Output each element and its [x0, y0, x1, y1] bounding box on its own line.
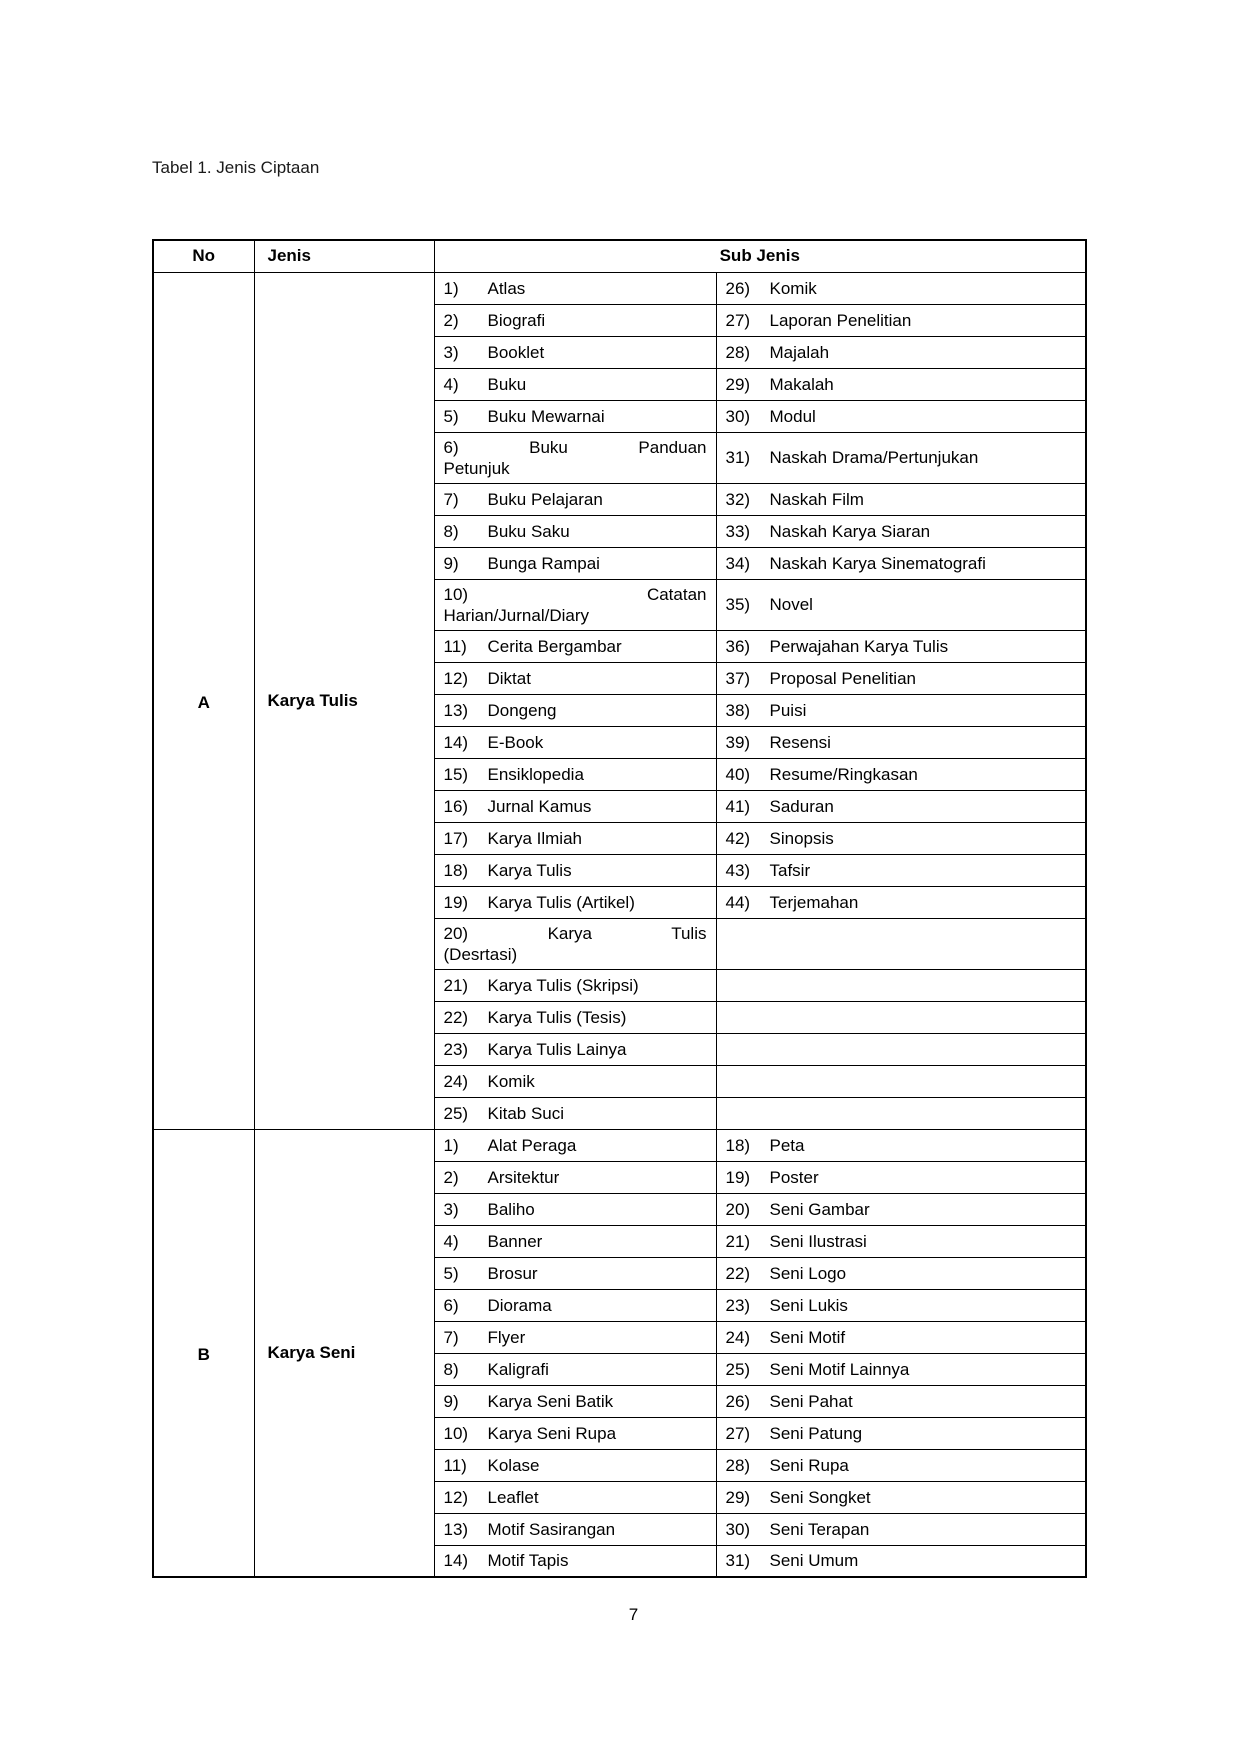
sub-jenis-cell-right: [716, 1321, 1086, 1353]
sub-item-label: Puisi: [769, 700, 807, 720]
sub-item-label: Booklet: [487, 342, 545, 362]
sub-item-number: 30): [725, 406, 751, 426]
sub-item-number: 26): [725, 278, 751, 298]
sub-jenis-cell-right: [716, 886, 1086, 918]
sub-item-label: Kolase: [487, 1455, 540, 1475]
sub-item-label: Karya Tulis (Skripsi): [487, 975, 639, 995]
sub-jenis-cell-right: [716, 1193, 1086, 1225]
sub-jenis-cell-left: [434, 969, 716, 1001]
sub-jenis-cell-right: [716, 726, 1086, 758]
sub-item-number: 35): [725, 595, 751, 614]
sub-item-number: 3): [443, 342, 459, 362]
sub-item-label: Seni Terapan: [769, 1519, 870, 1539]
sub-jenis-cell-right: [716, 1001, 1086, 1033]
sub-item-label: Tafsir: [769, 860, 811, 880]
sub-item-number: 27): [725, 1423, 751, 1443]
sub-item-label: Seni Motif Lainnya: [769, 1359, 910, 1379]
sub-jenis-cell-right: [716, 758, 1086, 790]
sub-item-number: 21): [725, 1231, 751, 1251]
sub-item-label: Seni Gambar: [769, 1199, 870, 1219]
sub-item-label: Ensiklopedia: [487, 764, 584, 784]
sub-item-label: Buku Mewarnai: [487, 406, 605, 426]
sub-item-number: 36): [725, 636, 751, 656]
sub-item-label: Karya Ilmiah: [487, 828, 582, 848]
sub-item-number: 16): [443, 796, 469, 816]
header-sub-jenis: Sub Jenis: [434, 240, 1086, 272]
sub-item-number: 8): [443, 1359, 459, 1379]
sub-item-number: 14): [443, 1551, 469, 1571]
sub-item-number: 28): [725, 342, 751, 362]
sub-item-label: Bunga Rampai: [487, 553, 600, 573]
sub-item-label: Baliho: [487, 1199, 535, 1219]
sub-item: 10) Catatan: [443, 584, 707, 604]
sub-item-label: Makalah: [769, 374, 834, 394]
sub-item-number: 29): [725, 1487, 751, 1507]
sub-item-number: 19): [443, 892, 469, 912]
sub-jenis-cell-right: [716, 854, 1086, 886]
sub-jenis-cell-right: [716, 1065, 1086, 1097]
sub-jenis-cell-left: [434, 790, 716, 822]
sub-jenis-cell-left: [434, 854, 716, 886]
sub-jenis-cell-right: [716, 1417, 1086, 1449]
sub-item-label: Kaligrafi: [487, 1359, 549, 1379]
sub-item-number: 13): [443, 1519, 469, 1539]
sub-item-label: Seni Patung: [769, 1423, 863, 1443]
sub-jenis-cell-right: [716, 336, 1086, 368]
sub-item-number: 44): [725, 892, 751, 912]
sub-jenis-cell-left: [434, 1065, 716, 1097]
sub-item-number: 43): [725, 860, 751, 880]
sub-item-label: Flyer: [487, 1327, 526, 1347]
sub-item-label: Saduran: [769, 796, 834, 816]
sub-item-number: 5): [443, 406, 459, 426]
sub-item-number: 15): [443, 764, 469, 784]
jenis-ciptaan-table: [152, 239, 1087, 1578]
sub-item-label: Modul: [769, 406, 816, 426]
sub-item-number: 39): [725, 732, 751, 752]
header-row: [153, 240, 1086, 272]
sub-jenis-cell-left: [434, 886, 716, 918]
sub-jenis-cell-left: [434, 1481, 716, 1513]
sub-item-label: Motif Tapis: [487, 1551, 569, 1571]
sub-item-label: Perwajahan Karya Tulis: [769, 636, 949, 656]
sub-jenis-cell-left: [434, 822, 716, 854]
sub-item-continuation: Petunjuk: [443, 458, 510, 478]
sub-item-label: Leaflet: [487, 1487, 539, 1507]
sub-item-label: Diorama: [487, 1295, 552, 1315]
sub-jenis-cell-left: [434, 630, 716, 662]
sub-jenis-cell-right: [716, 1289, 1086, 1321]
sub-item-number: 33): [725, 521, 751, 541]
sub-item: 20) Karya Tulis: [443, 923, 707, 943]
page-number: 7: [628, 1605, 639, 1624]
sub-item-label: Karya Seni Batik: [487, 1391, 614, 1411]
sub-item-continuation: (Desrtasi): [443, 944, 518, 964]
table-header: [153, 240, 1086, 272]
sub-item-label: Karya Tulis: [487, 860, 572, 880]
sub-jenis-cell-right: [716, 579, 1086, 630]
sub-item-label: Jurnal Kamus: [487, 796, 592, 816]
sub-item-label: Laporan Penelitian: [769, 310, 912, 330]
sub-jenis-cell-right: [716, 400, 1086, 432]
sub-item-number: 18): [443, 860, 469, 880]
sub-item-number: 21): [443, 975, 469, 995]
header-no: No: [153, 240, 254, 272]
sub-item-number: 7): [443, 489, 459, 509]
sub-item-label: Komik: [487, 1071, 535, 1091]
sub-item-number: 25): [725, 1359, 751, 1379]
sub-item-label: Novel: [769, 595, 813, 614]
sub-item-label: Motif Sasirangan: [487, 1519, 616, 1539]
sub-jenis-cell-left: [434, 1097, 716, 1129]
sub-item-number: 18): [725, 1135, 751, 1155]
sub-jenis-cell-right: [716, 662, 1086, 694]
sub-item-number: 22): [443, 1007, 469, 1027]
sub-item-number: 1): [443, 278, 459, 298]
sub-jenis-cell-left: [434, 432, 716, 483]
sub-jenis-cell-left: [434, 1545, 716, 1577]
sub-item-label: Banner: [487, 1231, 543, 1251]
sub-item-number: 24): [725, 1327, 751, 1347]
sub-item-number: 37): [725, 668, 751, 688]
sub-jenis-cell-left: [434, 662, 716, 694]
sub-jenis-cell-left: [434, 515, 716, 547]
sub-item-number: 31): [725, 448, 751, 467]
sub-jenis-cell-left: [434, 1033, 716, 1065]
sub-jenis-cell-left: [434, 1385, 716, 1417]
sub-jenis-cell-right: [716, 304, 1086, 336]
sub-item-label: Kitab Suci: [487, 1103, 565, 1123]
sub-item-number: 8): [443, 521, 459, 541]
section-no: B: [153, 1129, 254, 1577]
sub-item-number: 31): [725, 1551, 751, 1571]
sub-jenis-cell-right: [716, 432, 1086, 483]
sub-jenis-cell-left: [434, 694, 716, 726]
sub-item-number: 23): [725, 1295, 751, 1315]
sub-jenis-cell-left: [434, 304, 716, 336]
sub-item-label: Alat Peraga: [487, 1135, 577, 1155]
sub-item-label: Peta: [769, 1135, 805, 1155]
sub-item-number: 12): [443, 668, 469, 688]
sub-jenis-cell-right: [716, 1353, 1086, 1385]
sub-jenis-cell-left: [434, 1129, 716, 1161]
sub-item-label: Seni Lukis: [769, 1295, 848, 1315]
sub-item-number: 7): [443, 1327, 459, 1347]
sub-item-number: 4): [443, 1231, 459, 1251]
sub-item-continuation: Harian/Jurnal/Diary: [443, 605, 589, 625]
sub-jenis-cell-right: [716, 694, 1086, 726]
sub-jenis-cell-right: [716, 368, 1086, 400]
sub-jenis-cell-left: [434, 1225, 716, 1257]
sub-jenis-cell-left: [434, 1513, 716, 1545]
table-body: [153, 272, 1086, 1577]
sub-item-number: 14): [443, 732, 469, 752]
sub-jenis-cell-right: [716, 1257, 1086, 1289]
sub-item-number: 3): [443, 1199, 459, 1219]
sub-item-label: Biografi: [487, 310, 546, 330]
sub-item-label: Seni Pahat: [769, 1391, 853, 1411]
sub-jenis-cell-left: [434, 1353, 716, 1385]
table-row: [153, 1129, 1086, 1161]
sub-item-label: Seni Motif: [769, 1327, 846, 1347]
sub-item-number: 34): [725, 553, 751, 573]
sub-item-number: 9): [443, 1391, 459, 1411]
sub-item-label: Seni Logo: [769, 1263, 847, 1283]
sub-item-label: Cerita Bergambar: [487, 636, 622, 656]
sub-item-label: Poster: [769, 1167, 819, 1187]
sub-item-label: Naskah Karya Siaran: [769, 521, 931, 541]
document-page: [152, 157, 1085, 1625]
sub-jenis-cell-right: [716, 822, 1086, 854]
sub-item-number: 5): [443, 1263, 459, 1283]
sub-item-number: 11): [443, 636, 467, 656]
sub-item-number: 29): [725, 374, 751, 394]
sub-item-label: Karya Tulis (Artikel): [487, 892, 635, 912]
sub-item-label: Buku Saku: [487, 521, 570, 541]
sub-jenis-cell-right: [716, 515, 1086, 547]
sub-item-label: Karya Tulis (Tesis): [487, 1007, 627, 1027]
sub-jenis-cell-right: [716, 1385, 1086, 1417]
sub-jenis-cell-left: [434, 1289, 716, 1321]
sub-item-label: Naskah Film: [769, 489, 864, 509]
sub-item-label: Komik: [769, 278, 817, 298]
sub-item-label: Resume/Ringkasan: [769, 764, 918, 784]
sub-jenis-cell-left: [434, 1417, 716, 1449]
sub-item-label: Naskah Drama/Pertunjukan: [769, 448, 979, 467]
sub-item-number: 19): [725, 1167, 751, 1187]
sub-jenis-cell-left: [434, 1193, 716, 1225]
sub-item-label: Brosur: [487, 1263, 538, 1283]
section-jenis: Karya Tulis: [254, 272, 434, 1129]
sub-item-number: 25): [443, 1103, 469, 1123]
sub-jenis-cell-right: [716, 1033, 1086, 1065]
sub-jenis-cell-right: [716, 272, 1086, 304]
sub-item-number: 11): [443, 1455, 467, 1475]
sub-item-number: 20): [725, 1199, 751, 1219]
sub-jenis-cell-left: [434, 547, 716, 579]
sub-item-label: Resensi: [769, 732, 831, 752]
section-jenis: Karya Seni: [254, 1129, 434, 1577]
sub-jenis-cell-right: [716, 483, 1086, 515]
sub-jenis-cell-right: [716, 790, 1086, 822]
sub-item-label: Karya Tulis Lainya: [487, 1039, 627, 1059]
sub-jenis-cell-right: [716, 1097, 1086, 1129]
sub-item-label: Karya Seni Rupa: [487, 1423, 617, 1443]
sub-jenis-cell-left: [434, 336, 716, 368]
sub-jenis-cell-right: [716, 1481, 1086, 1513]
sub-item-label: Seni Songket: [769, 1487, 871, 1507]
sub-item-number: 32): [725, 489, 751, 509]
sub-item-number: 22): [725, 1263, 751, 1283]
sub-item-label: Dongeng: [487, 700, 557, 720]
sub-jenis-cell-left: [434, 1449, 716, 1481]
sub-item-label: Sinopsis: [769, 828, 834, 848]
sub-item-number: 2): [443, 310, 459, 330]
sub-item-label: Majalah: [769, 342, 830, 362]
sub-item-number: 41): [725, 796, 751, 816]
sub-jenis-cell-right: [716, 1161, 1086, 1193]
sub-item: 6) Buku Panduan: [443, 437, 707, 457]
sub-jenis-cell-left: [434, 483, 716, 515]
sub-item-number: 23): [443, 1039, 469, 1059]
sub-item-number: 6): [443, 1295, 459, 1315]
sub-item-label: Arsitektur: [487, 1167, 560, 1187]
sub-jenis-cell-right: [716, 1513, 1086, 1545]
sub-jenis-cell-right: [716, 547, 1086, 579]
sub-item-label: Seni Rupa: [769, 1455, 849, 1475]
sub-item-number: 2): [443, 1167, 459, 1187]
sub-jenis-cell-left: [434, 1001, 716, 1033]
sub-item-number: 28): [725, 1455, 751, 1475]
sub-jenis-cell-left: [434, 400, 716, 432]
sub-item-number: 30): [725, 1519, 751, 1539]
table-caption: Tabel 1. Jenis Ciptaan: [152, 158, 320, 177]
sub-jenis-cell-right: [716, 1225, 1086, 1257]
sub-jenis-cell-left: [434, 1257, 716, 1289]
sub-jenis-cell-left: [434, 1161, 716, 1193]
sub-item-label: E-Book: [487, 732, 544, 752]
sub-jenis-cell-left: [434, 579, 716, 630]
sub-item-label: Terjemahan: [769, 892, 859, 912]
sub-jenis-cell-left: [434, 758, 716, 790]
sub-item-number: 13): [443, 700, 469, 720]
sub-jenis-cell-right: [716, 1545, 1086, 1577]
section-no: A: [153, 272, 254, 1129]
sub-item-label: Proposal Penelitian: [769, 668, 916, 688]
sub-item-number: 17): [443, 828, 469, 848]
header-jenis: Jenis: [254, 240, 434, 272]
sub-jenis-cell-left: [434, 272, 716, 304]
sub-jenis-cell-left: [434, 1321, 716, 1353]
sub-jenis-cell-right: [716, 969, 1086, 1001]
sub-item-number: 24): [443, 1071, 469, 1091]
sub-item-number: 40): [725, 764, 751, 784]
sub-item-label: Diktat: [487, 668, 531, 688]
table-row: [153, 272, 1086, 304]
sub-jenis-cell-right: [716, 1449, 1086, 1481]
sub-jenis-cell-right: [716, 918, 1086, 969]
sub-item-number: 38): [725, 700, 751, 720]
sub-jenis-cell-left: [434, 726, 716, 758]
sub-jenis-cell-right: [716, 1129, 1086, 1161]
sub-item-number: 10): [443, 1423, 469, 1443]
sub-item-number: 26): [725, 1391, 751, 1411]
sub-item-number: 1): [443, 1135, 459, 1155]
sub-jenis-cell-right: [716, 630, 1086, 662]
sub-item-label: Atlas: [487, 278, 526, 298]
sub-item-label: Seni Umum: [769, 1551, 859, 1571]
sub-item-label: Buku: [487, 374, 527, 394]
sub-item-number: 9): [443, 553, 459, 573]
sub-item-number: 12): [443, 1487, 469, 1507]
sub-item-label: Buku Pelajaran: [487, 489, 603, 509]
sub-item-number: 27): [725, 310, 751, 330]
sub-item-label: Seni Ilustrasi: [769, 1231, 867, 1251]
sub-item-label: Naskah Karya Sinematografi: [769, 553, 986, 573]
sub-jenis-cell-left: [434, 368, 716, 400]
sub-jenis-cell-left: [434, 918, 716, 969]
sub-item-number: 4): [443, 374, 459, 394]
sub-item-number: 42): [725, 828, 751, 848]
